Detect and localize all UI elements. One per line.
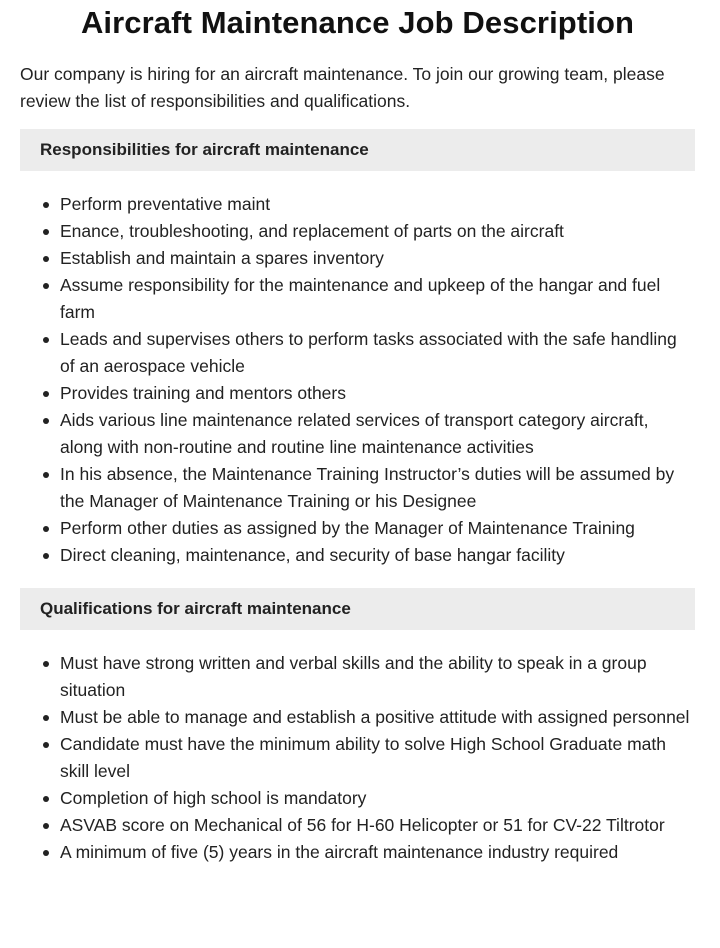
responsibilities-list <box>20 191 695 569</box>
page-title: Aircraft Maintenance Job Description <box>80 5 635 40</box>
qualification-item: ASVAB score on Mechanical of 56 for H-60 Helicopter or 51 for CV-22 Tiltrotor <box>60 812 695 839</box>
responsibility-item: Establish and maintain a spares inventory <box>60 245 695 272</box>
responsibility-item: Perform preventative maint <box>60 191 695 218</box>
qualification-item: A minimum of five (5) years in the aircraft maintenance industry required <box>60 839 695 866</box>
responsibilities-heading: Responsibilities for aircraft maintenance <box>20 129 695 171</box>
responsibility-item: Direct cleaning, maintenance, and security of base hangar facility <box>60 542 695 569</box>
responsibility-item: Assume responsibility for the maintenance and upkeep of the hangar and fuel farm <box>60 272 695 326</box>
intro-paragraph: Our company is hiring for an aircraft maintenance. To join our growing team, please review the list of responsibilities and qualifications. <box>20 64 665 111</box>
responsibility-item: Perform other duties as assigned by the Manager of Maintenance Training <box>60 515 695 542</box>
qualification-item: Must be able to manage and establish a positive attitude with assigned personnel <box>60 704 695 731</box>
responsibility-item: Aids various line maintenance related services of transport category aircraft, along with non-routine and routine line maintenance activities <box>60 407 695 461</box>
responsibility-item: Leads and supervises others to perform tasks associated with the safe handling of an aerospace vehicle <box>60 326 695 380</box>
qualification-item: Must have strong written and verbal skills and the ability to speak in a group situation <box>60 650 695 704</box>
qualification-item: Candidate must have the minimum ability to solve High School Graduate math skill level <box>60 731 695 785</box>
qualifications-heading: Qualifications for aircraft maintenance <box>20 588 695 630</box>
responsibility-item: Provides training and mentors others <box>60 380 695 407</box>
responsibility-item: Enance, troubleshooting, and replacement of parts on the aircraft <box>60 218 695 245</box>
qualification-item: Completion of high school is mandatory <box>60 785 695 812</box>
responsibility-item: In his absence, the Maintenance Training Instructor’s duties will be assumed by the Manager of Maintenance Training or his Designee <box>60 461 695 515</box>
qualifications-list <box>20 650 695 866</box>
